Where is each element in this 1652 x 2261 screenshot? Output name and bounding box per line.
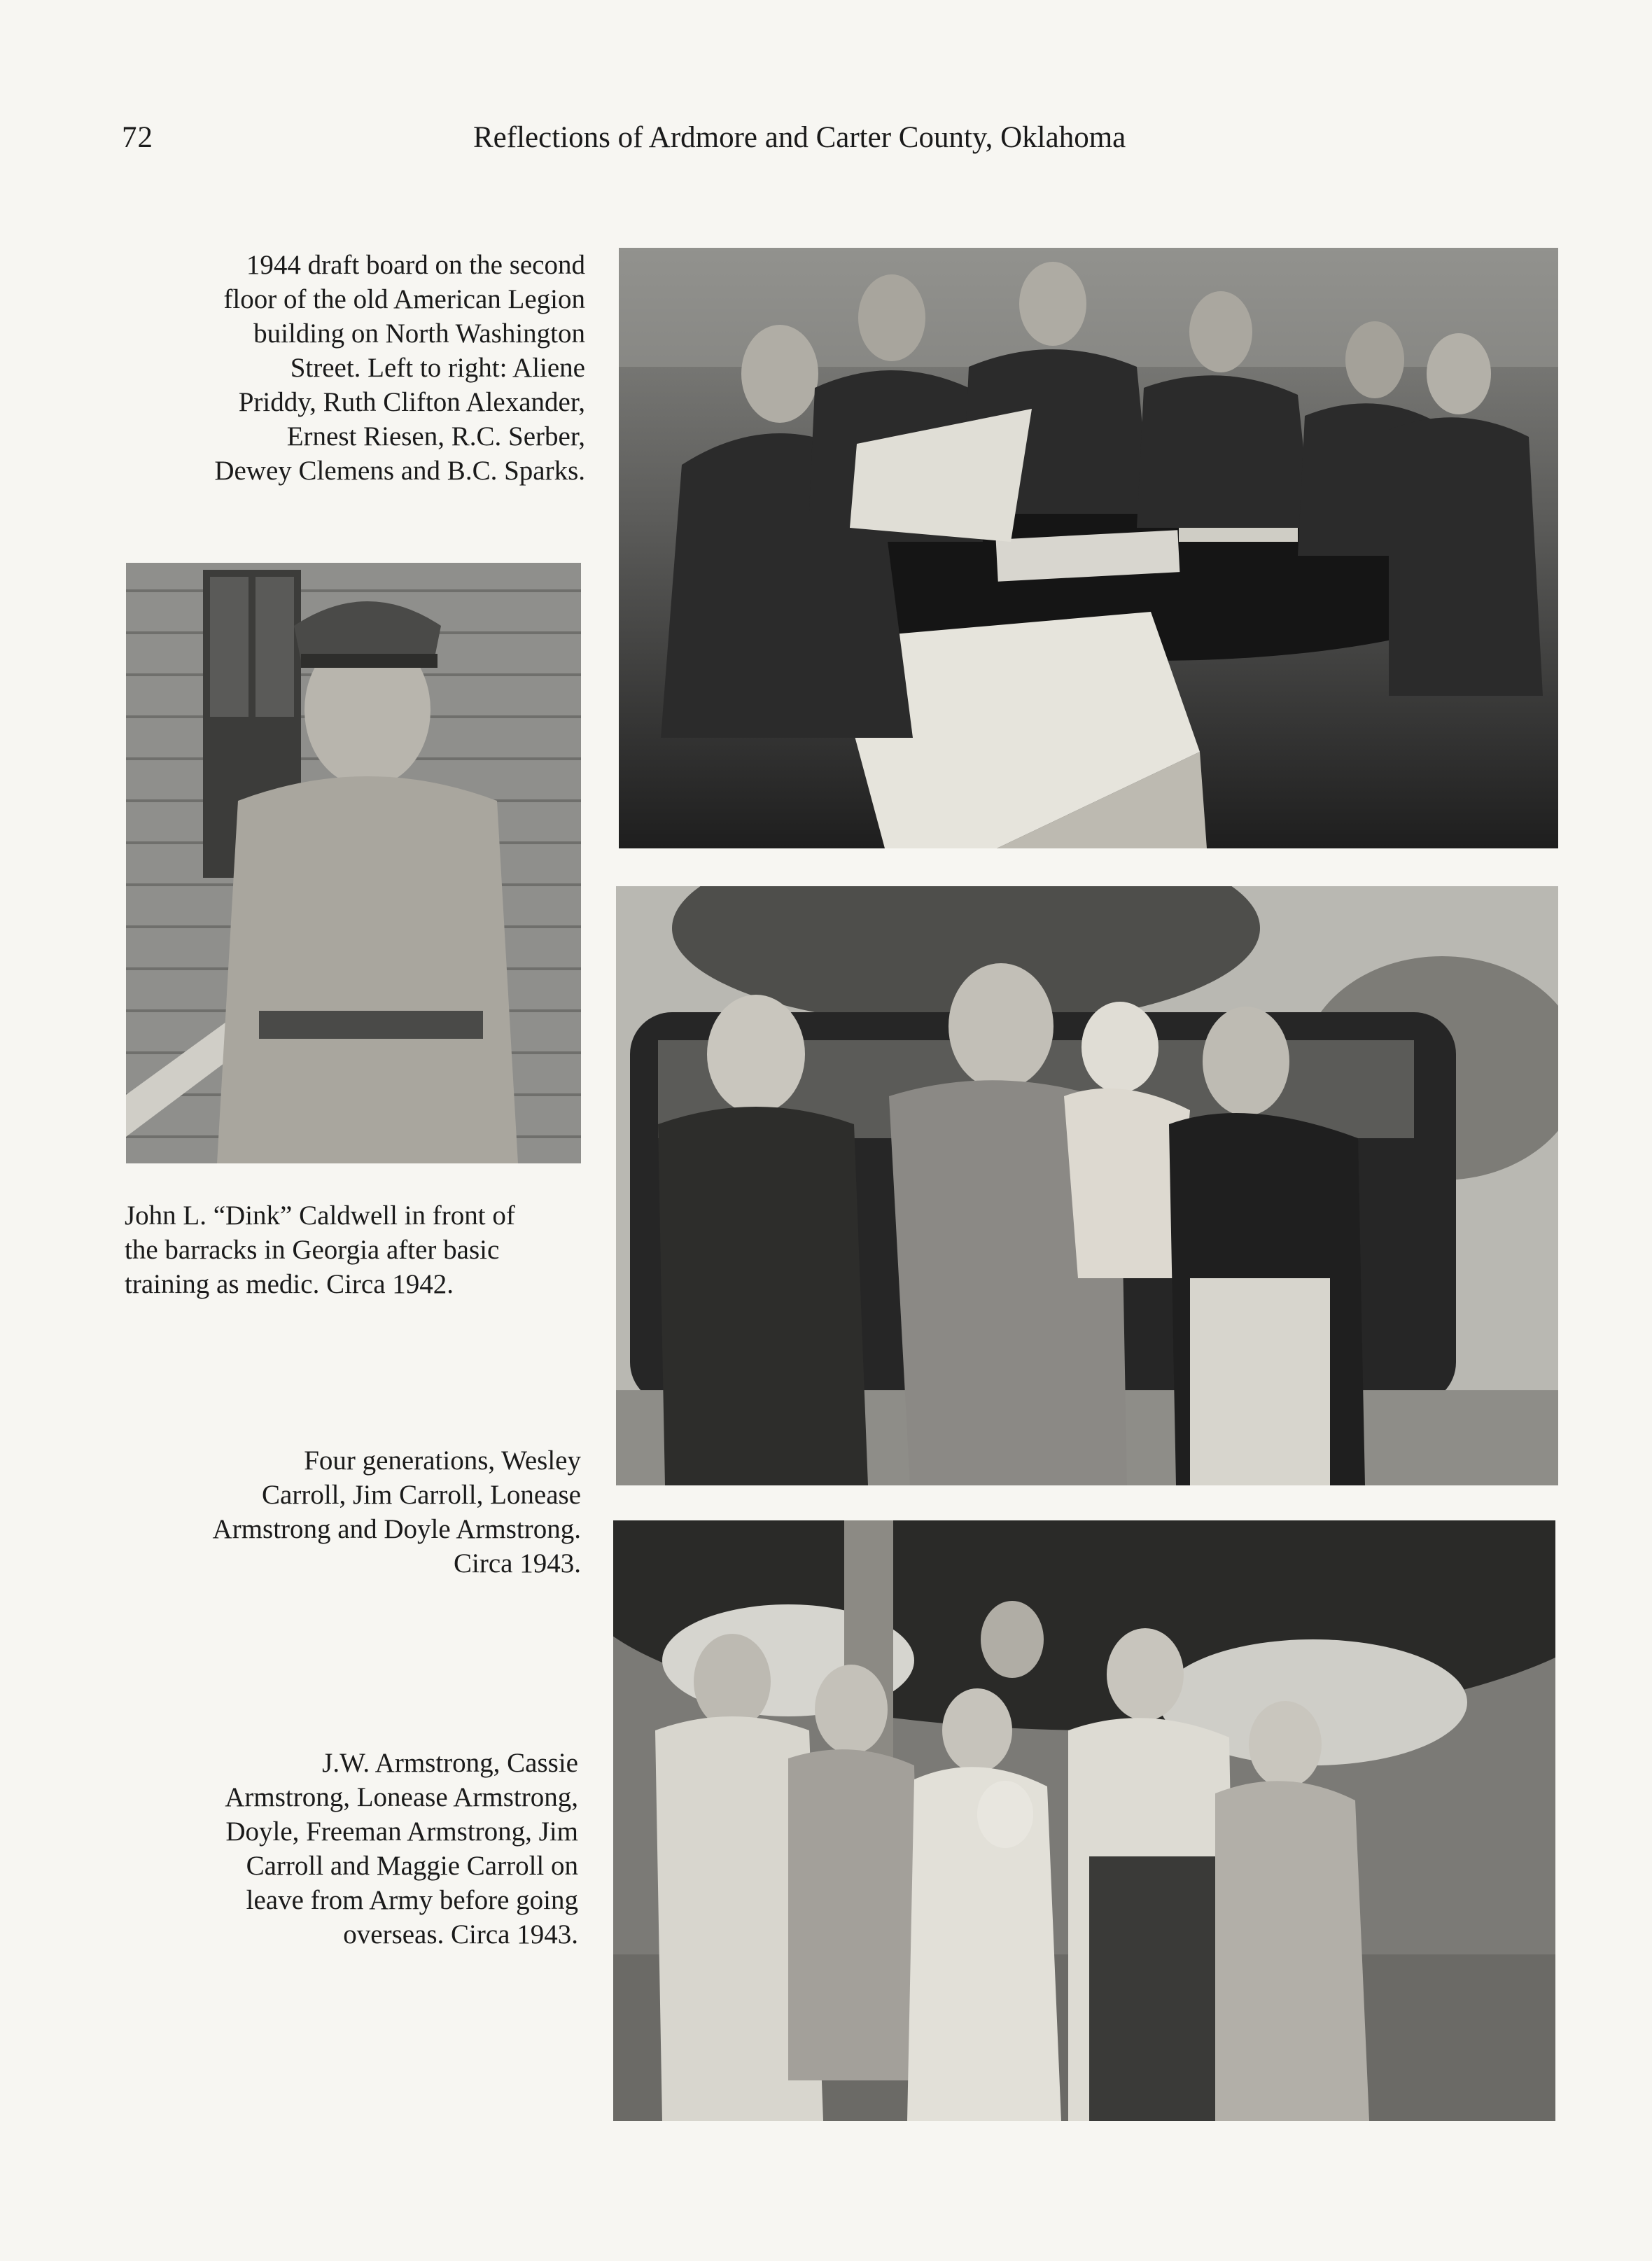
running-title: Reflections of Ardmore and Carter County, Oklahoma (473, 121, 1126, 154)
caldwell-portrait-photo (126, 563, 581, 1163)
draft-board-photo (619, 248, 1558, 848)
four-generations-caption: Four generations, Wesley Carroll, Jim Carroll, Lonease Armstrong and Doyle Armstrong. Circa 1943. (212, 1446, 581, 1578)
caldwell-caption: John L. “Dink” Caldwell in front of the barracks in Georgia after basic training as medic. Circa 1942. (125, 1200, 515, 1299)
draft-board-caption: 1944 draft board on the second floor of the old American Legion building on North Washington Street. Left to right: Aliene Priddy, Ruth Clifton Alexander, Ernest Riesen, R.C. Serber, Dewey Clemens and B.C. Sparks. (214, 250, 585, 486)
armstrong-family-caption: J.W. Armstrong, Cassie Armstrong, Lonease Armstrong, Doyle, Freeman Armstrong, Jim Carroll and Maggie Carroll on leave from Army before going overseas. Circa 1943. (225, 1748, 578, 1949)
page-number: 72 (122, 121, 153, 154)
armstrong-family-photo (613, 1520, 1555, 2121)
four-generations-photo (616, 886, 1558, 1485)
